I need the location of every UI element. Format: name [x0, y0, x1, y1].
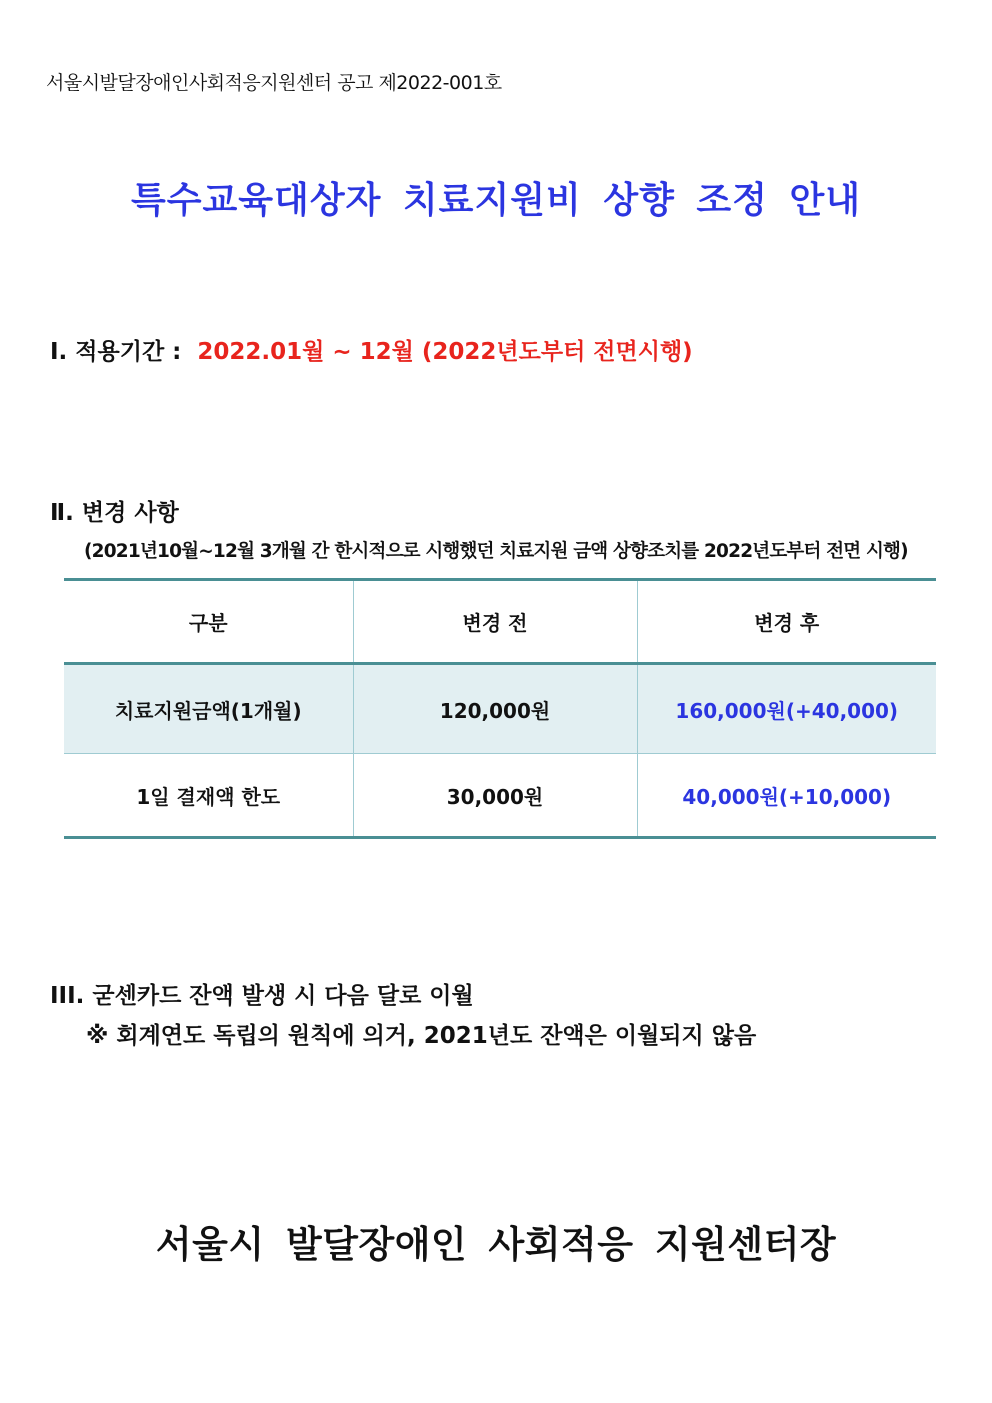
- section-2-note: (2021년10월~12월 3개월 간 한시적으로 시행했던 치료지원 금액 상향조치를 2022년도부터 전면 시행): [84, 541, 908, 562]
- section-1-period-value: 2022.01월 ~ 12월 (2022년도부터 전면시행): [197, 339, 693, 365]
- cell-before: 120,000원: [353, 664, 637, 754]
- section-2-title: Ⅱ. 변경 사항: [50, 500, 179, 526]
- cell-category: 치료지원금액(1개월): [64, 664, 353, 754]
- table-row: [64, 664, 936, 754]
- section-1-label: Ⅰ. 적용기간 :: [50, 339, 182, 365]
- table-row: [64, 754, 936, 838]
- header-after: 변경 후: [637, 580, 936, 664]
- section-1-period: [50, 333, 693, 366]
- table-header-row: [64, 580, 936, 664]
- header-before: 변경 전: [353, 580, 637, 664]
- cell-before: 30,000원: [353, 754, 637, 838]
- notice-number: 서울시발달장애인사회적응지원센터 공고 제2022-001호: [46, 72, 502, 94]
- section-3-note: ※ 회계연도 독립의 원칙에 의거, 2021년도 잔액은 이월되지 않음: [86, 1023, 757, 1049]
- header-category: 구분: [64, 580, 353, 664]
- cell-category: 1일 결재액 한도: [64, 754, 353, 838]
- cell-after: 160,000원(+40,000): [637, 664, 936, 754]
- section-3-title: III. 굳센카드 잔액 발생 시 다음 달로 이월: [50, 983, 474, 1009]
- document-title: 특수교육대상자 치료지원비 상향 조정 안내: [130, 180, 862, 221]
- cell-after: 40,000원(+10,000): [637, 754, 936, 838]
- footer-signature: 서울시 발달장애인 사회적응 지원센터장: [155, 1223, 837, 1266]
- change-table: [64, 578, 936, 839]
